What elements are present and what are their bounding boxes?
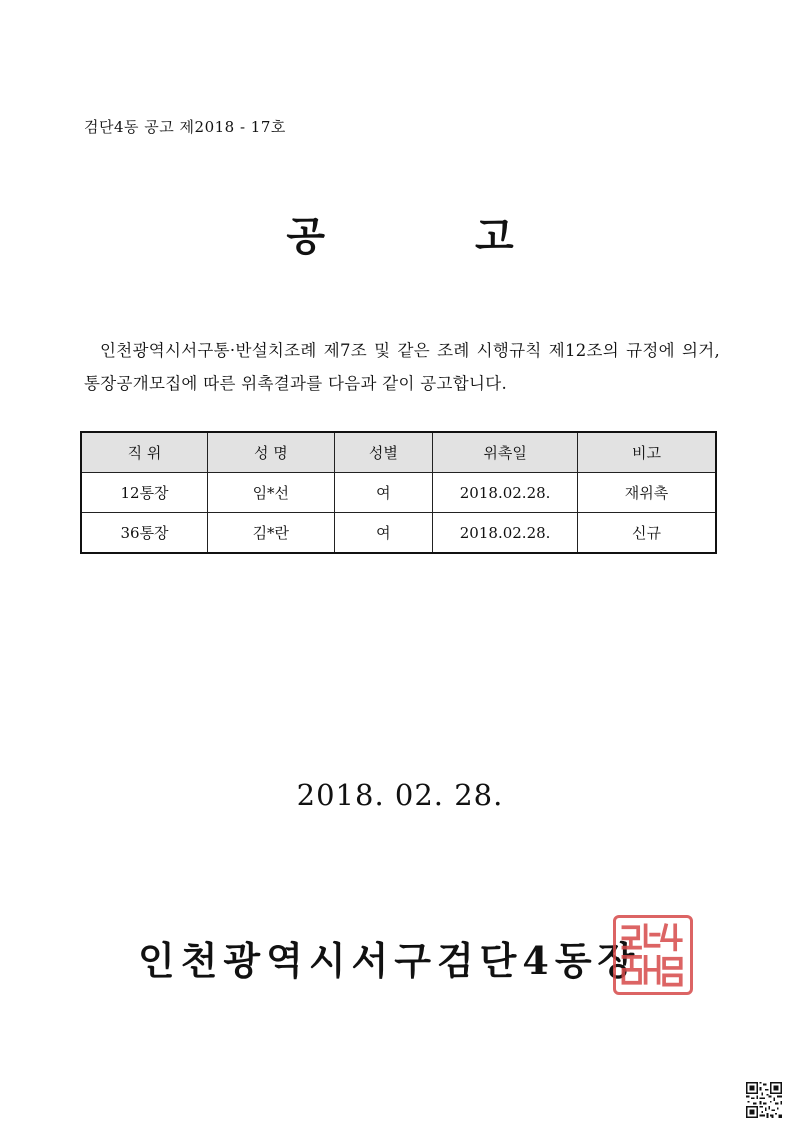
qr-pattern-icon bbox=[746, 1082, 782, 1118]
cell-appointment-date: 2018.02.28. bbox=[433, 513, 578, 554]
title-char-2: 고 bbox=[475, 213, 514, 260]
cell-position: 12통장 bbox=[81, 473, 208, 513]
header-name: 성 명 bbox=[208, 432, 335, 473]
cell-name: 임*선 bbox=[208, 473, 335, 513]
appointment-table bbox=[80, 431, 717, 554]
table-header-row bbox=[81, 432, 716, 473]
document-reference-number: 검단4동 공고 제2018 - 17호 bbox=[84, 118, 286, 136]
cell-gender: 여 bbox=[334, 513, 433, 554]
cell-name: 김*란 bbox=[208, 513, 335, 554]
table-row bbox=[81, 513, 716, 554]
issuer-name: 인천광역시서구검단4동장 bbox=[138, 938, 641, 983]
document-title bbox=[0, 205, 800, 262]
qr-code-icon bbox=[746, 1082, 782, 1118]
header-remarks: 비고 bbox=[577, 432, 716, 473]
cell-remarks: 재위촉 bbox=[577, 473, 716, 513]
notice-date: 2018. 02. 28. bbox=[296, 778, 504, 812]
cell-position: 36통장 bbox=[81, 513, 208, 554]
cell-appointment-date: 2018.02.28. bbox=[433, 473, 578, 513]
header-position: 직 위 bbox=[81, 432, 208, 473]
notice-body: 인천광역시서구통·반설치조례 제7조 및 같은 조례 시행규칙 제12조의 규정에 의거, 통장공개모집에 따른 위촉결과를 다음과 같이 공고합니다. bbox=[84, 341, 720, 393]
seal-glyph-icon bbox=[616, 918, 690, 992]
official-seal-icon bbox=[613, 915, 693, 995]
cell-gender: 여 bbox=[334, 473, 433, 513]
title-char-1: 공 bbox=[286, 213, 325, 260]
cell-remarks: 신규 bbox=[577, 513, 716, 554]
header-appointment-date: 위촉일 bbox=[433, 432, 578, 473]
header-gender: 성별 bbox=[334, 432, 433, 473]
table-row bbox=[81, 473, 716, 513]
